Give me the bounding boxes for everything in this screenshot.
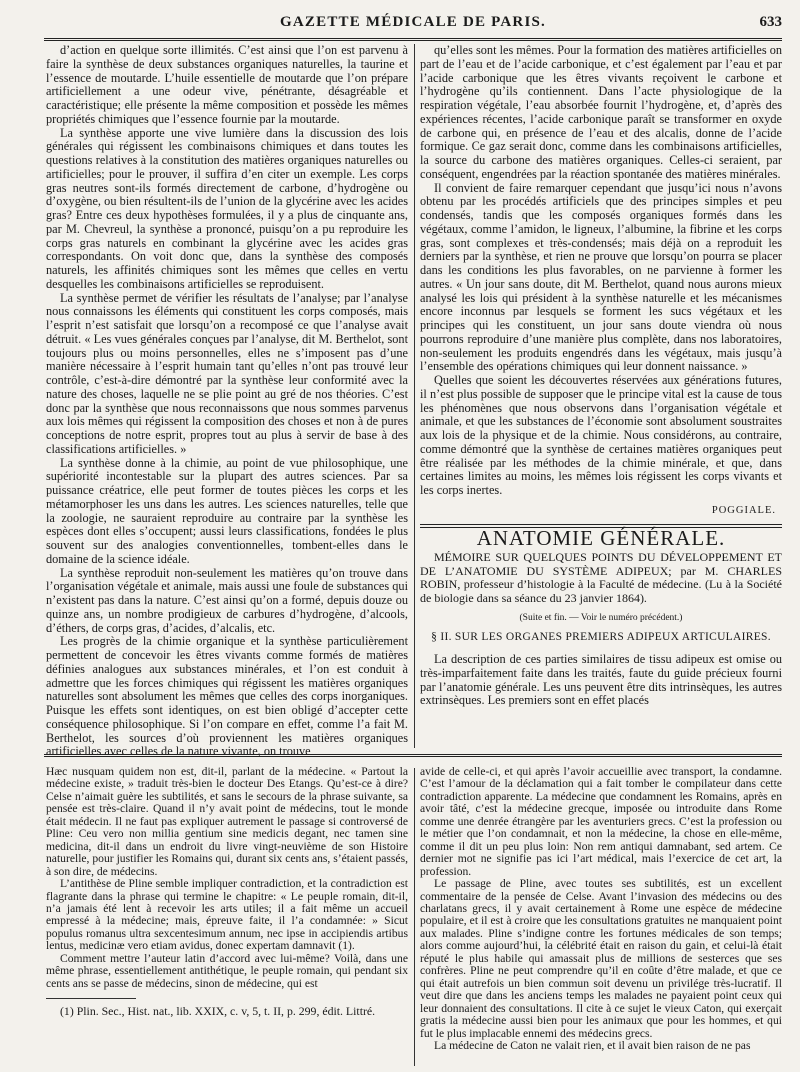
author-signature: POGGIALE. (711, 504, 776, 516)
paragraph: La médecine de Caton ne valait rien, et il avait bien raison de ne pas (434, 1038, 751, 1052)
page-header (44, 10, 782, 36)
footnote-rule (46, 998, 136, 999)
paragraph: qu’elles sont les mêmes. Pour la formation des matières artificielles on part de l’eau et de l’acide carbonique, et c’est également par l’eau et par l’acide carbonique que les êtres vivants reçoivent le carbone et l’hydrogène qu’ils contiennent. Dans l’acte physiologique de la respiration végétale, l’eau absorbée fournit l’hydrogène, et, d’après des expériences récentes, l’acide carbonique paraît se transformer en oxyde de carbone qui, en présence de l’eau et des alcalis, donne de l’acide formique. Ce gaz serait donc, comme dans les combinaisons artificielles, la source du carbone des matières organiques. Celles-ci seraient, par conséquent, engendrées par la réaction spontanée des matières minérales. (420, 43, 782, 181)
paragraph: Quelles que soient les découvertes réservées aux générations futures, il n’est plus possible de supposer que le principe vital est la cause de tous les phénomènes que nous observons dans l’organisation végétale et animale, et que les substances de l’économie sont absolument soustraites aux lois de la physique et de la chimie. Nous considérons, au contraire, comme démontré que la synthèse de certaines matières organiques peut être réalisée par les méthodes de la chimie minérale, et que, dans certaines limites au moins, les mêmes lois régissent les corps vivants et les corps inertes. (420, 373, 782, 497)
feuilleton-rule (44, 754, 782, 760)
paragraph: Il convient de faire remarquer cependant que jusqu’ici nous n’avons obtenu par les procédés artificiels que des principes simples et peu condensés, tandis que les composés organiques formés dans les végétaux, comme l’amidon, le ligneux, l’albumine, la fibrine et les corps gras, sont complexes et très-condensés; mais déjà on a reproduit les derniers par la synthèse, et rien ne prouve que lorsqu’on pourra se placer dans les conditions les plus favorables, on ne parvienne à former les autres. « Un jour sans doute, dit M. Berthelot, quand nous aurons mieux analysé les lois qui président à la synthèse naturelle et les mécanismes encore inconnus par lesquels se forment les sucs végétaux et les principes qui les constituent, un jour sans doute viendra où nous pourrons reproduire d’une manière plus complète, dans nos laboratoires, non-seulement les produits engendrés dans les végétaux, mais jusqu’à l’ensemble des opérations chimiques qui leur donnent naissance. » (420, 180, 782, 374)
paragraph: La synthèse apporte une vive lumière dans la discussion des lois générales qui régissent les combinaisons chimiques et dans toutes les questions relatives à la constitution des matières organiques naturelles ou artificielles; pour le prouver, il suffira d’en citer un exemple. Les corps gras neutres sont-ils formés directement de carbone, d’hydrogène ou d’oxygène, ou bien résultent-ils de l’union de la glycérine avec les acides gras? Entre ces deux hypothèses formulées, il y a plus de cinquante ans, par M. Chevreul, la synthèse a prononcé, puisqu’on a pu reproduire les corps gras naturels en combinant la glycérine avec les acides gras correspondants. On voit donc que, dans la synthèse des composés naturels, les affinités chimiques sont les mêmes que celles en vertu desquelles les combinaisons artificielles se reproduisent. (46, 125, 408, 291)
footnote: (1) Plin. Sec., Hist. nat., lib. XXIX, c. v, 5, t. II, p. 299, édit. Littré. (60, 1004, 376, 1019)
upper-right-column (420, 44, 782, 750)
paragraph: La description de ces parties similaires de tissu adipeux est omise ou très-imparfaitement faite dans les traités, faute du guide précieux fourni par l’anatomie générale. Les uns peuvent être dits intrinsèques, les autres extrinsèques. Les premiers sont en effet placés (420, 652, 782, 708)
journal-title: GAZETTE MÉDICALE DE PARIS. (280, 14, 546, 30)
continuation-note: (Suite et fin. — Voir le numéro précédent.) (519, 612, 683, 623)
paragraph: Hæc nusquam quidem non est, dit-il, parlant de la médecine. « Partout la médecine existe, » traduit très-bien le docteur Des Etangs. Qu’est-ce à dire? Celse n’aimait guère les subtilités, et sans le secours de la phrase suivante, sa pensée est très-claire. Quand il n’y avait point de médecins, tout le monde était médecin. Il ne faut pas expliquer autrement le passage si controversé de Pline: Ceu vero non millia gentium sine medicis degant, nec tamen sine medicina, dit-il dans un endroit du livre vingt-neuvième de son Histoire naturelle, pour justifier les Romains qui, durant six cents ans, s’étaient passés, à son dire, de médecins. (46, 765, 408, 878)
paragraph: Comment mettre l’auteur latin d’accord avec lui-même? Voilà, dans une même phrase, essentiellement antithétique, le peuple romain, qui pendant six cents ans se passe de médecins, sinon de médecine, qui est (46, 951, 408, 990)
section-title: ANATOMIE GÉNÉRALE. (476, 525, 726, 550)
column-divider (414, 768, 415, 1066)
memoir-heading: MÉMOIRE SUR QUELQUES POINTS DU DÉVELOPPEMENT ET DE L’ANATOMIE DU SYSTÈME ADIPEUX; par M. CHARLES ROBIN, professeur d’histologie à la Faculté de médecine. (Lu à la Société de biologie dans sa séance du 23 janvier 1864). (420, 550, 782, 606)
paragraph: La synthèse permet de vérifier les résultats de l’analyse; par l’analyse nous connaissons les éléments qui constituent les corps composés, mais l’esprit n’est satisfait que lorsqu’on a recomposé ce que l’analyse avait détruit. « Les vues générales conçues par l’analyse, dit M. Berthelot, sont toujours plus ou moins personnelles, elles ne s’imposent pas d’une manière nécessaire à l’esprit humain tant qu’elles n’ont pas trouvé leur contrôle, c’est-à-dire démontré par la synthèse leur conformité avec la nature des choses, laquelle ne se plie point au gré de nos théories. C’est donc par la synthèse que nous reconnaissons que nous sommes parvenus aux lois mêmes qui régissent la composition des choses et non à de pures conceptions de notre esprit, propres tout au plus à servir de base à des classifications artificielles. » (46, 290, 408, 456)
paragraph: d’action en quelque sorte illimités. C’est ainsi que l’on est parvenu à faire la synthèse de deux substances organiques naturelles, la taurine et l’essence de moutarde. L’huile essentielle de moutarde que l’on prépare artificiellement a une odeur vive, pénétrante, désagréable et caractéristique; elle présente la même composition et possède les mêmes propriétés chimiques que l’essence fournie par la moutarde. (46, 43, 408, 126)
column-divider (414, 44, 415, 748)
page-number: 633 (759, 14, 782, 30)
paragraph: La synthèse donne à la chimie, au point de vue philosophique, une supériorité incontestable sur la plupart des autres sciences. Par sa puissance créatrice, elle peut former de toutes pièces les corps et les métamorphoser les uns dans les autres. Les sciences naturelles, telle que la zoologie, ne sauraient reproduire au contraire par la synthèse les espèces dont elles s’occupent; aussi leurs classifications, fondées le plus souvent sur des analogies conventionnelles, tombent-elles dans le domaine de la science idéale. (46, 455, 408, 566)
paragraph: avide de celle-ci, et qui après l’avoir accueillie avec transport, la condamne. C’est l’amour de la déclamation qui a fait tomber le compilateur dans cette contradiction apparente. La médecine que condamnent les Romains, après en avoir tâté, c’est la médecine grecque, imposée ou introduite dans Rome comme une denrée étrangère par les aventuriers grecs. C’est la profession ou le métier que l’on condamnait, et non la médecine, la chose en elle-même, comme il dit un peu plus loin: Non rem antiqui damnabant, sed artem. Ce dernier mot ne signifie pas ici l’art médical, mais l’exercice de cet art, la profession. (420, 765, 782, 878)
upper-left-column (46, 43, 408, 759)
lower-left-column (46, 766, 408, 1066)
paragraph: L’antithèse de Pline semble impliquer contradiction, et la contradiction est flagrante dans la phrase qui termine le chapitre: « Le peuple romain, dit-il, n’a jamais été lent à recevoir les arts utiles; il a fait même un accueil empressé à la médecine; mais, épreuve faite, il l’a condamnée: » Sicut populus romanus ultra sexcentesimum annum, nec ipse in accipiendis artibus lentus, medicinæ vero etiam avidus, donec expertam damnavit (1). (46, 877, 408, 953)
paragraph: La synthèse reproduit non-seulement les matières qu’on trouve dans l’organisation végétale et animale, mais aussi une foule de substances qui n’existent pas dans la nature. C’est ainsi qu’on a formé, depuis douze ou quinze ans, un nombre prodigieux de carbures d’hydrogène, d’alcools, d’éthers, de corps gras, d’acides, d’alcalis, etc. (46, 565, 408, 635)
lower-right-column (420, 766, 782, 1066)
paragraph: Les progrès de la chimie organique et la synthèse particulièrement permettent de concevoir les êtres vivants comme formés de matières définies analogues aux substances minérales, et l’on est conduit à admettre que les forces chimiques qui régissent les matières organiques naturelles sont absolument les mêmes que celles des corps inorganiques. Puisque les effets sont identiques, on est bien obligé d’accepter cette conséquence philosophique. Si l’on compare en effet, comme l’a fait M. Berthelot, les sources d’où proviennent les matières organiques artificielles avec celles de la nature vivante, on trouve (46, 634, 408, 759)
paragraph: Le passage de Pline, avec toutes ses subtilités, est un excellent commentaire de la pensée de Celse. Avant l’invasion des médecins ou des charlatans grecs, il y avait certainement à Rome une espèce de médecine populaire, et il est à croire que les consultations gratuites ne manquaient point aux malades. Pline s’indigne contre les fortunes médicales de son temps; alors comme aujourd’hui, la célébrité était en raison du gain, et celui-là était réputé le plus habile qui amassait plus de millions de sesterces que ses confrères. Pline ne peut comprendre qu’il en coûte d’être malade, et que ce qui était autrefois un bien commun soit devenu un privilége très-lucratif. Il veut dire que dans les anciens temps les malades ne payaient point ceux qui leur donnaient des consultations. Il cite à ce sujet le vieux Caton, qui exerçait gratis la médecine aussi bien pour les animaux que pour les hommes, et qui fut le plus implacable ennemi des médecins grecs. (420, 877, 782, 1040)
section-rule (420, 524, 782, 525)
section-subheading: § II. SUR LES ORGANES PREMIERS ADIPEUX ARTICULAIRES. (431, 631, 771, 644)
